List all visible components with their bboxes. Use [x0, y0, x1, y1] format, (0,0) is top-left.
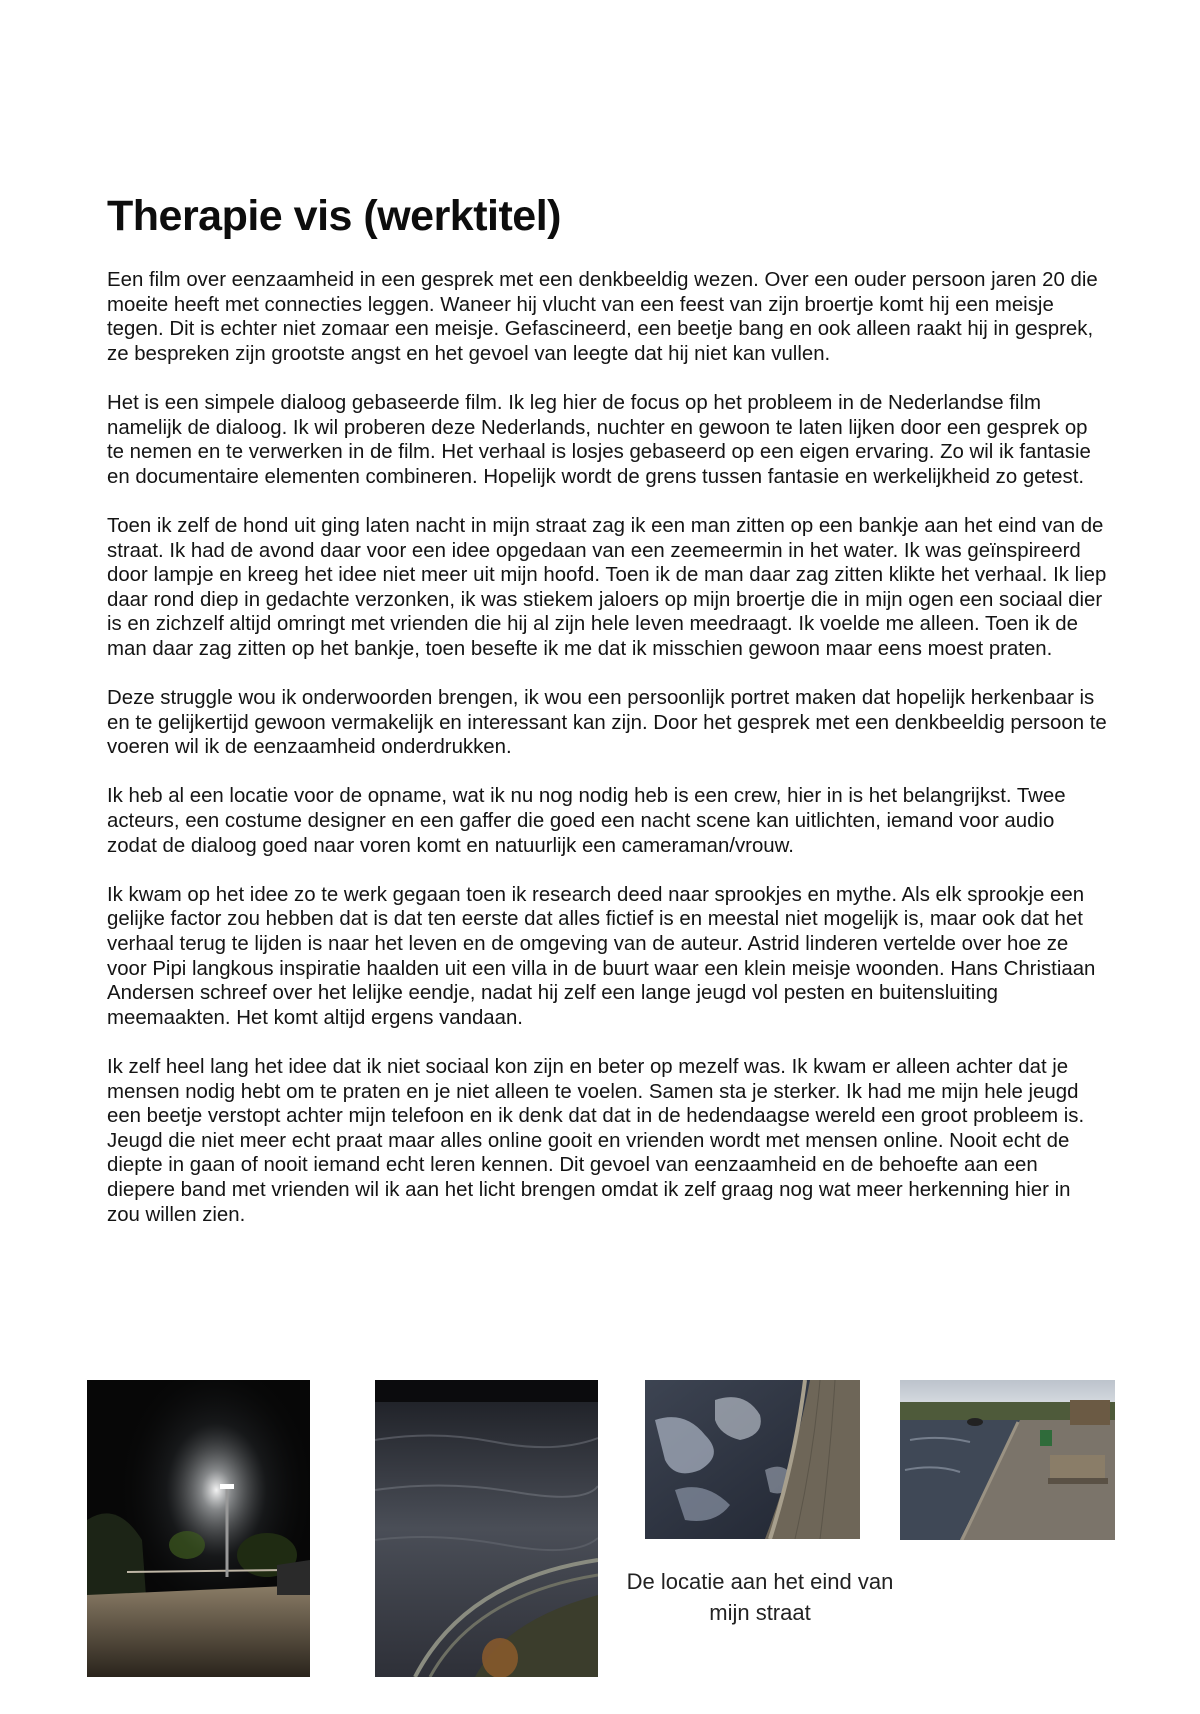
photo-canal-bench — [900, 1380, 1115, 1540]
paragraph: Toen ik zelf de hond uit ging laten nacht in mijn straat zag ik een man zitten op een bankje aan het eind van de straat. Ik had de avond daar voor een idee opgedaan van een zeemeermin in het water. Ik was geïnspireerd door lampje en kreeg het idee niet meer uit mijn hoofd. Toen ik de man daar zag zitten klikte het verhaal. Ik liep daar rond diep in gedachte verzonken, ik was stiekem jaloers op mijn broertje die in mijn ogen een sociaal dier is en zichzelf altijd omringt met vrienden die hij al zijn hele leven meedraagt. Ik voelde me alleen. Toen ik de man daar zag zitten op het bankje, toen besefte ik me dat ik misschien gewoon maar eens moest praten. — [107, 514, 1107, 660]
body-text — [107, 268, 1107, 1252]
photo-caption: De locatie aan het eind van mijn straat — [626, 1569, 894, 1625]
photo-canal-reflection — [645, 1380, 860, 1539]
page-title: Therapie vis (werktitel) — [107, 192, 561, 240]
photo-night-lamp — [87, 1380, 310, 1677]
paragraph: Ik kwam op het idee zo te werk gegaan toen ik research deed naar sprookjes en mythe. Als elk sprookje een gelijke factor zou hebben dat is dat ten eerste dat alles fictief is en meestal niet mogelijk is, maar ook dat het verhaal terug te lijden is naar het leven en de omgeving van de auteur. Astrid linderen vertelde over hoe ze voor Pipi langkous inspiratie haalden uit een villa in de buurt waar een klein meisje woonden. Hans Christiaan Andersen schreef over het lelijke eendje, nadat hij zelf een lange jeugd vol pesten en buitensluiting meemaakten. Het komt altijd ergens vandaan. — [107, 883, 1096, 1029]
paragraph: Deze struggle wou ik onderwoorden brengen, ik wou een persoonlijk portret maken dat hopelijk herkenbaar is en te gelijkertijd gewoon vermakelijk en interessant kan zijn. Door het gesprek met een denkbeeldig persoon te voeren wil ik de eenzaamheid onderdrukken. — [107, 687, 1107, 759]
paragraph: Ik zelf heel lang het idee dat ik niet sociaal kon zijn en beter op mezelf was. Ik kwam er alleen achter dat je mensen nodig hebt om te praten en je niet alleen te voelen. Samen sta je sterker. Ik had me mijn hele jeugd een beetje verstopt achter mijn telefoon en ik denk dat dat in de hedendaagse wereld een groot probleem is. Jeugd die niet meer echt praat maar alles online gooit en vrienden wordt met mensen online. Nooit echt de diepte in gaan of nooit iemand echt leren kennen. Dit gevoel van eenzaamheid en de behoefte aan een diepere band met vrienden wil ik aan het licht brengen omdat ik zelf graag nog wat meer herkenning hier in zou willen zien. — [107, 1056, 1085, 1226]
paragraph: Het is een simpele dialoog gebaseerde film. Ik leg hier de focus op het probleem in de Nederlandse film namelijk de dialoog. Ik wil proberen deze Nederlands, nuchter en gewoon te laten lijken door een gesprek op te nemen en te verwerken in de film. Het verhaal is losjes gebaseerd op een eigen ervaring. Zo wil ik fantasie en documentaire elementen combineren. Hopelijk wordt de grens tussen fantasie en werkelijkheid zo getest. — [107, 391, 1091, 488]
paragraph: Ik heb al een locatie voor de opname, wat ik nu nog nodig heb is een crew, hier in is het belangrijkst. Twee acteurs, een costume designer en een gaffer die goed een nacht scene kan uitlichten, iemand voor audio zodat de dialoog goed naar voren komt en natuurlijk een cameraman/vrouw. — [107, 785, 1066, 857]
paragraph: Een film over eenzaamheid in een gesprek met een denkbeeldig wezen. Over een ouder persoon jaren 20 die moeite heeft met connecties leggen. Waneer hij vlucht van een feest van zijn broertje komt hij een meisje tegen. Dit is echter niet zomaar een meisje. Gefascineerd, een beetje bang en ook alleen raakt hij in gesprek, ze bespreken zijn grootste angst en het gevoel van leegte dat hij niet kan vullen. — [107, 269, 1098, 365]
photo-night-water — [375, 1380, 598, 1677]
